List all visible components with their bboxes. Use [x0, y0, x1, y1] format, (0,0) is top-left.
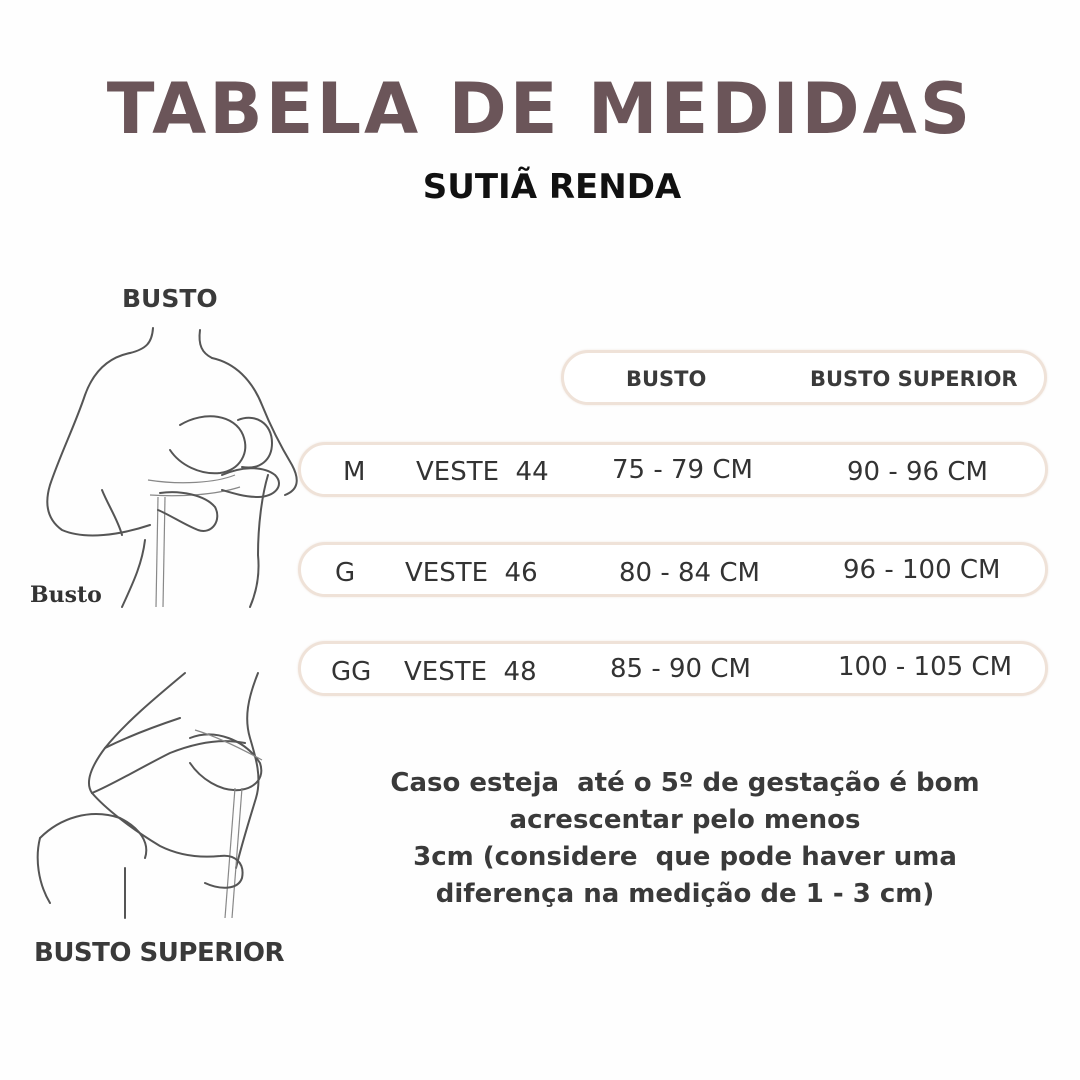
busto-illustration-label: BUSTO	[122, 284, 218, 313]
busto-cell: 75 - 79 CM	[612, 455, 753, 485]
busto-superior-cell: 96 - 100 CM	[843, 555, 1001, 585]
busto-cell: 80 - 84 CM	[619, 558, 760, 588]
table-row	[298, 641, 1048, 696]
table-row	[298, 542, 1048, 597]
note-line: diferença na medição de 1 - 3 cm)	[435, 879, 935, 909]
note-line: 3cm (considere que pode haver uma	[413, 842, 957, 872]
note-line: acrescentar pelo menos	[509, 805, 861, 835]
fit-cell: VESTE 46	[405, 558, 538, 588]
fit-cell: VESTE 48	[404, 657, 537, 687]
table-row	[298, 442, 1048, 497]
busto-handwritten-caption: Busto	[30, 582, 102, 606]
busto-cell: 85 - 90 CM	[610, 654, 751, 684]
page-title: TABELA DE MEDIDAS	[106, 68, 974, 150]
page-subtitle: SUTIÃ RENDA	[422, 167, 682, 207]
upper-bust-measurement-illustration	[30, 668, 275, 923]
fit-cell: VESTE 44	[416, 457, 549, 487]
column-header-busto: BUSTO	[626, 367, 707, 391]
busto-superior-cell: 100 - 105 CM	[838, 652, 1013, 682]
size-cell: M	[343, 457, 366, 487]
note-line: Caso esteja até o 5º de gestação é bom	[390, 768, 980, 798]
busto-superior-illustration-label: BUSTO SUPERIOR	[34, 938, 285, 968]
size-cell: GG	[331, 657, 372, 687]
bust-measurement-illustration	[30, 325, 305, 610]
size-cell: G	[335, 558, 356, 588]
column-header-busto-superior: BUSTO SUPERIOR	[810, 367, 1018, 391]
pregnancy-note	[385, 765, 985, 913]
table-header	[561, 350, 1047, 405]
busto-superior-cell: 90 - 96 CM	[847, 457, 988, 487]
